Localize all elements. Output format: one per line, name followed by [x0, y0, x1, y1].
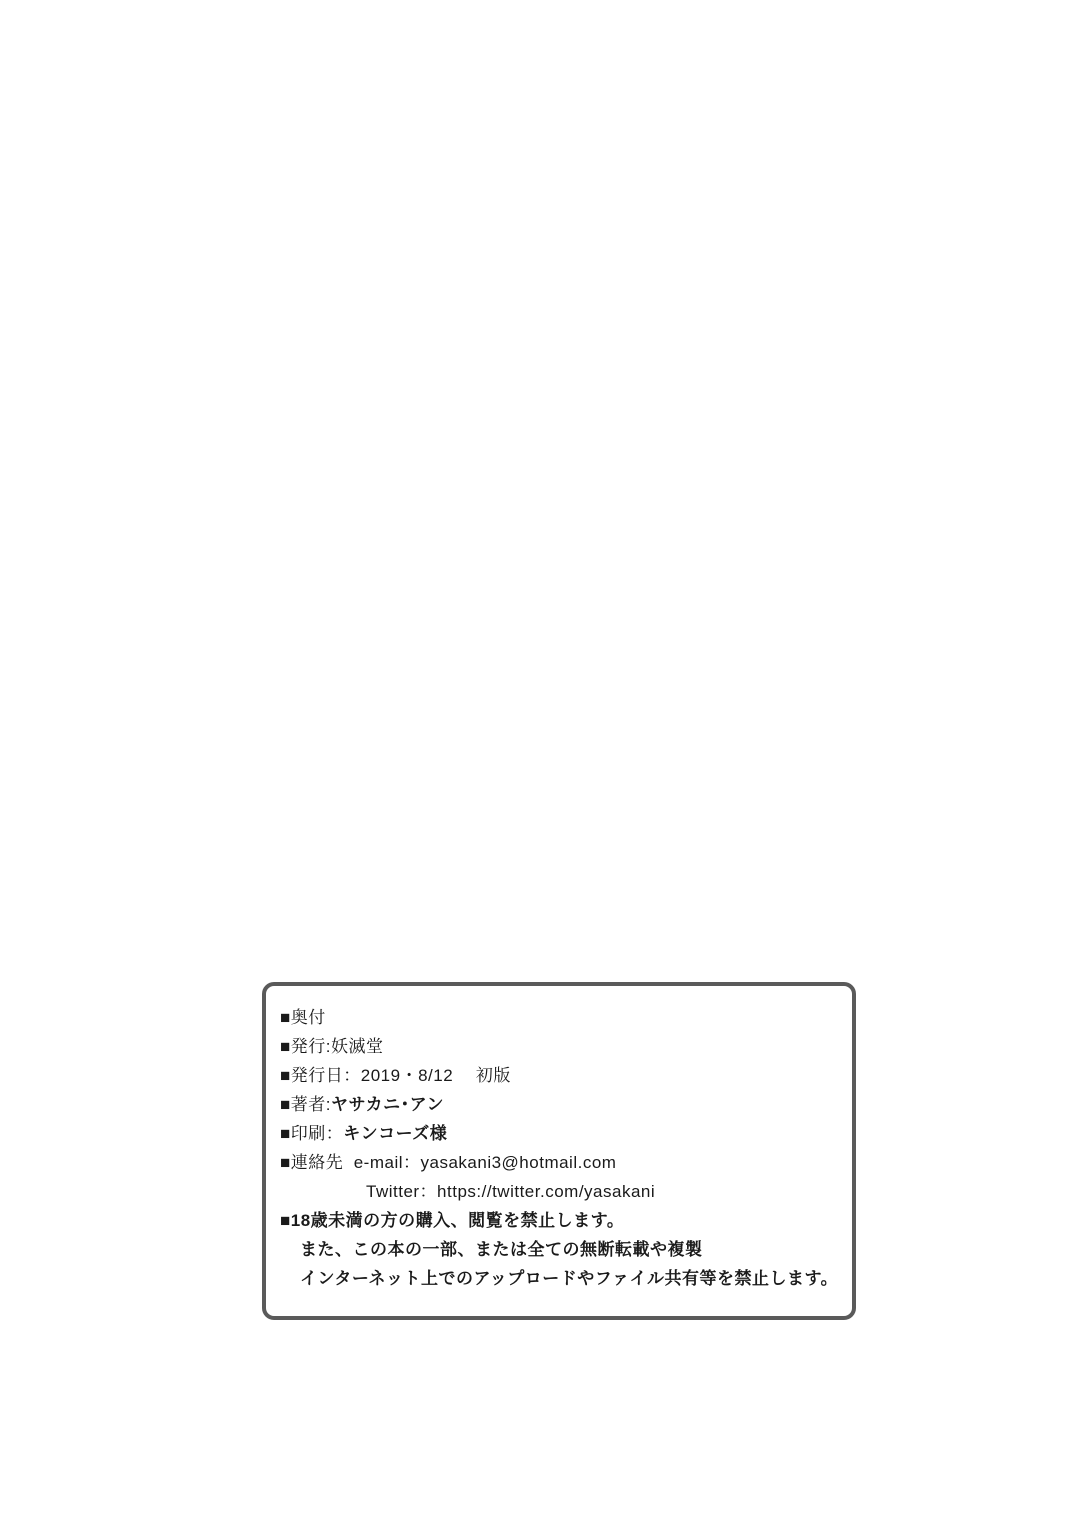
- printer-line: [280, 1119, 842, 1148]
- reprint-prohibition-line: また、この本の一部、または全ての無断転載や複製: [300, 1240, 703, 1259]
- author-name: ヤサカニ･アン: [331, 1095, 444, 1114]
- contact-email-line: ■連絡先 e-mail：yasakani3@hotmail.com: [280, 1153, 617, 1172]
- printer-name: キンコーズ様: [343, 1124, 448, 1143]
- printer-label: ■印刷：: [280, 1124, 344, 1143]
- author-label: ■著者:: [280, 1095, 331, 1114]
- age-restriction-line: ■18歳未満の方の購入、閲覧を禁止します。: [280, 1211, 625, 1230]
- author-line: [280, 1090, 842, 1119]
- publisher-line: ■発行:妖滅堂: [280, 1037, 384, 1056]
- contact-twitter-line: Twitter：https://twitter.com/yasakani: [366, 1182, 656, 1201]
- colophon-box: [262, 982, 856, 1320]
- upload-prohibition-line: インターネット上でのアップロードやファイル共有等を禁止します。: [300, 1269, 839, 1288]
- publish-date-line: ■発行日：2019・8/12 初版: [280, 1066, 511, 1085]
- colophon-title: ■奥付: [280, 1008, 326, 1027]
